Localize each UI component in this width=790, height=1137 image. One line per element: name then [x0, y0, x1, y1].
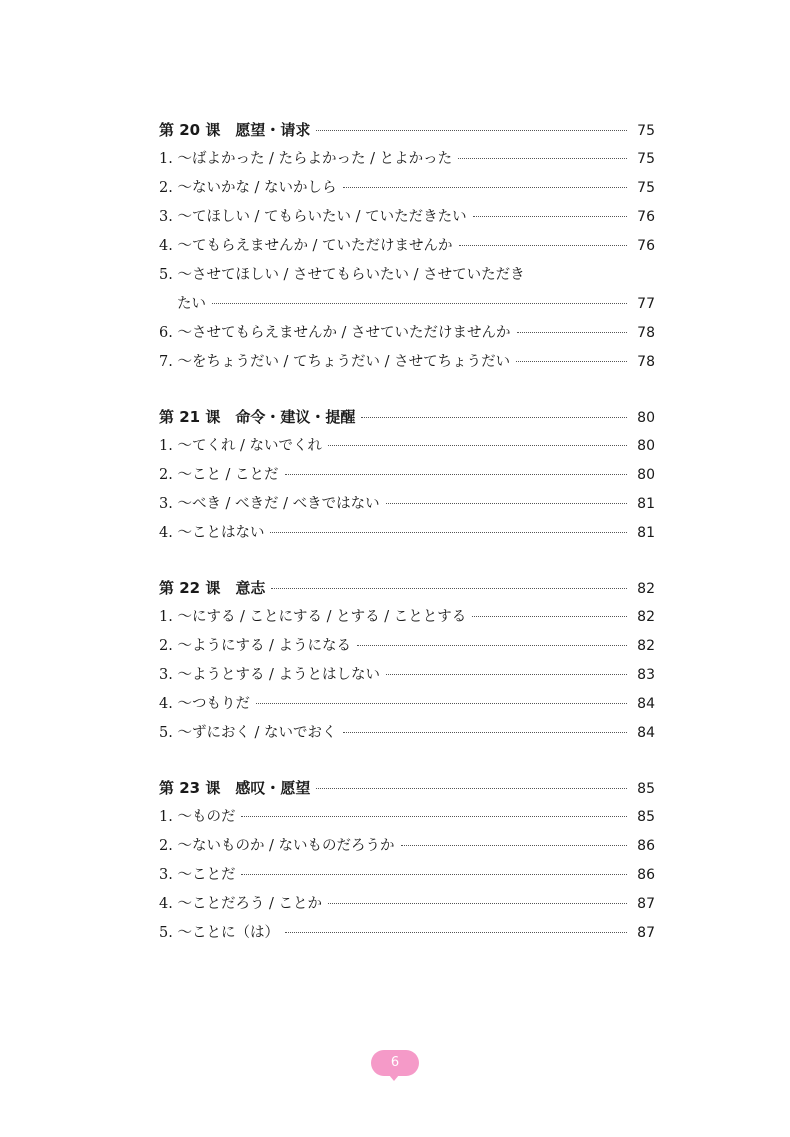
toc-entry[interactable] [159, 490, 655, 519]
leader-dots [285, 932, 627, 933]
entry-label: 3. ～ことだ [159, 867, 236, 883]
leader-dots [473, 216, 627, 217]
page-ref: 83 [637, 667, 655, 683]
entry-label: 2. ～ようにする / ようになる [159, 638, 352, 654]
leader-dots [343, 732, 627, 733]
lesson-title: 第 22 课 意志 [159, 579, 266, 597]
toc-entry[interactable] [159, 261, 655, 290]
leader-dots [343, 187, 627, 188]
page-ref: 80 [637, 467, 655, 483]
toc-entry[interactable] [159, 461, 655, 490]
page-ref: 85 [637, 809, 655, 825]
leader-dots [386, 674, 627, 675]
entry-label: 2. ～ないかな / ないかしら [159, 180, 337, 196]
toc-entry[interactable] [159, 432, 655, 461]
page-ref: 87 [637, 896, 655, 912]
leader-dots [328, 903, 627, 904]
leader-dots [516, 361, 627, 362]
lesson-title: 第 23 课 感叹・愿望 [159, 779, 311, 797]
page-number-badge: 6 [371, 1050, 419, 1076]
toc-entry-continuation[interactable] [159, 290, 655, 319]
page-ref: 82 [637, 581, 655, 597]
leader-dots [357, 645, 627, 646]
leader-dots [458, 158, 627, 159]
page-ref: 80 [637, 410, 655, 426]
page-ref: 82 [637, 609, 655, 625]
entry-label: 5. ～ずにおく / ないでおく [159, 725, 337, 741]
leader-dots [472, 616, 627, 617]
page-ref: 76 [637, 209, 655, 225]
toc-entry[interactable] [159, 832, 655, 861]
toc-entry[interactable] [159, 861, 655, 890]
lesson-heading[interactable] [159, 574, 655, 603]
entry-label: 1. ～ばよかった / たらよかった / とよかった [159, 151, 453, 167]
toc-entry[interactable] [159, 690, 655, 719]
leader-dots [212, 303, 627, 304]
leader-dots [459, 245, 627, 246]
page-ref: 75 [637, 180, 655, 196]
page-ref: 86 [637, 838, 655, 854]
lesson-20 [159, 116, 655, 377]
toc-entry[interactable] [159, 519, 655, 548]
leader-dots [241, 874, 627, 875]
page-ref: 82 [637, 638, 655, 654]
entry-label: 4. ～ことだろう / ことか [159, 896, 323, 912]
lesson-23 [159, 774, 655, 948]
toc-entry[interactable] [159, 319, 655, 348]
page-ref: 78 [637, 354, 655, 370]
entry-label: 1. ～てくれ / ないでくれ [159, 438, 323, 454]
leader-dots [316, 788, 627, 789]
lesson-heading[interactable] [159, 116, 655, 145]
page-ref: 86 [637, 867, 655, 883]
toc-entry[interactable] [159, 890, 655, 919]
page-ref: 85 [637, 781, 655, 797]
entry-label: 3. ～べき / べきだ / べきではない [159, 496, 380, 512]
leader-dots [256, 703, 627, 704]
leader-dots [386, 503, 627, 504]
leader-dots [328, 445, 627, 446]
entry-label: 5. ～ことに（は） [159, 925, 279, 941]
lesson-heading[interactable] [159, 774, 655, 803]
entry-label: 1. ～ものだ [159, 809, 236, 825]
entry-label: 5. ～させてほしい / させてもらいたい / させていただき [159, 267, 525, 283]
entry-label: 4. ～ことはない [159, 525, 265, 541]
entry-label: 7. ～をちょうだい / てちょうだい / させてちょうだい [159, 354, 511, 370]
lesson-21 [159, 403, 655, 548]
leader-dots [316, 130, 627, 131]
page-ref: 75 [637, 151, 655, 167]
leader-dots [517, 332, 627, 333]
leader-dots [285, 474, 627, 475]
page-ref: 77 [637, 296, 655, 312]
toc-entry[interactable] [159, 348, 655, 377]
page-ref: 76 [637, 238, 655, 254]
entry-label: 4. ～つもりだ [159, 696, 250, 712]
toc-entry[interactable] [159, 632, 655, 661]
page-ref: 75 [637, 123, 655, 139]
toc-entry[interactable] [159, 719, 655, 748]
entry-label-continuation: たい [177, 296, 206, 312]
page-ref: 80 [637, 438, 655, 454]
page-ref: 81 [637, 525, 655, 541]
lesson-heading[interactable] [159, 403, 655, 432]
toc-entry[interactable] [159, 803, 655, 832]
entry-label: 2. ～ないものか / ないものだろうか [159, 838, 395, 854]
lesson-title: 第 20 课 愿望・请求 [159, 121, 311, 139]
toc-entry[interactable] [159, 174, 655, 203]
page-ref: 81 [637, 496, 655, 512]
entry-label: 3. ～ようとする / ようとはしない [159, 667, 381, 683]
page-ref: 87 [637, 925, 655, 941]
leader-dots [401, 845, 627, 846]
leader-dots [271, 588, 627, 589]
entry-label: 2. ～こと / ことだ [159, 467, 279, 483]
lesson-title: 第 21 课 命令・建议・提醒 [159, 408, 356, 426]
toc-entry[interactable] [159, 603, 655, 632]
toc-entry[interactable] [159, 919, 655, 948]
page-ref: 78 [637, 325, 655, 341]
page-ref: 84 [637, 725, 655, 741]
table-of-contents [159, 116, 655, 974]
toc-entry[interactable] [159, 145, 655, 174]
leader-dots [270, 532, 627, 533]
entry-label: 1. ～にする / ことにする / とする / こととする [159, 609, 467, 625]
leader-dots [361, 417, 627, 418]
lesson-22 [159, 574, 655, 748]
entry-label: 3. ～てほしい / てもらいたい / ていただきたい [159, 209, 467, 225]
toc-entry[interactable] [159, 232, 655, 261]
toc-entry[interactable] [159, 661, 655, 690]
toc-entry[interactable] [159, 203, 655, 232]
entry-label: 6. ～させてもらえませんか / させていただけませんか [159, 325, 511, 341]
entry-label: 4. ～てもらえませんか / ていただけませんか [159, 238, 453, 254]
page-ref: 84 [637, 696, 655, 712]
leader-dots [241, 816, 627, 817]
